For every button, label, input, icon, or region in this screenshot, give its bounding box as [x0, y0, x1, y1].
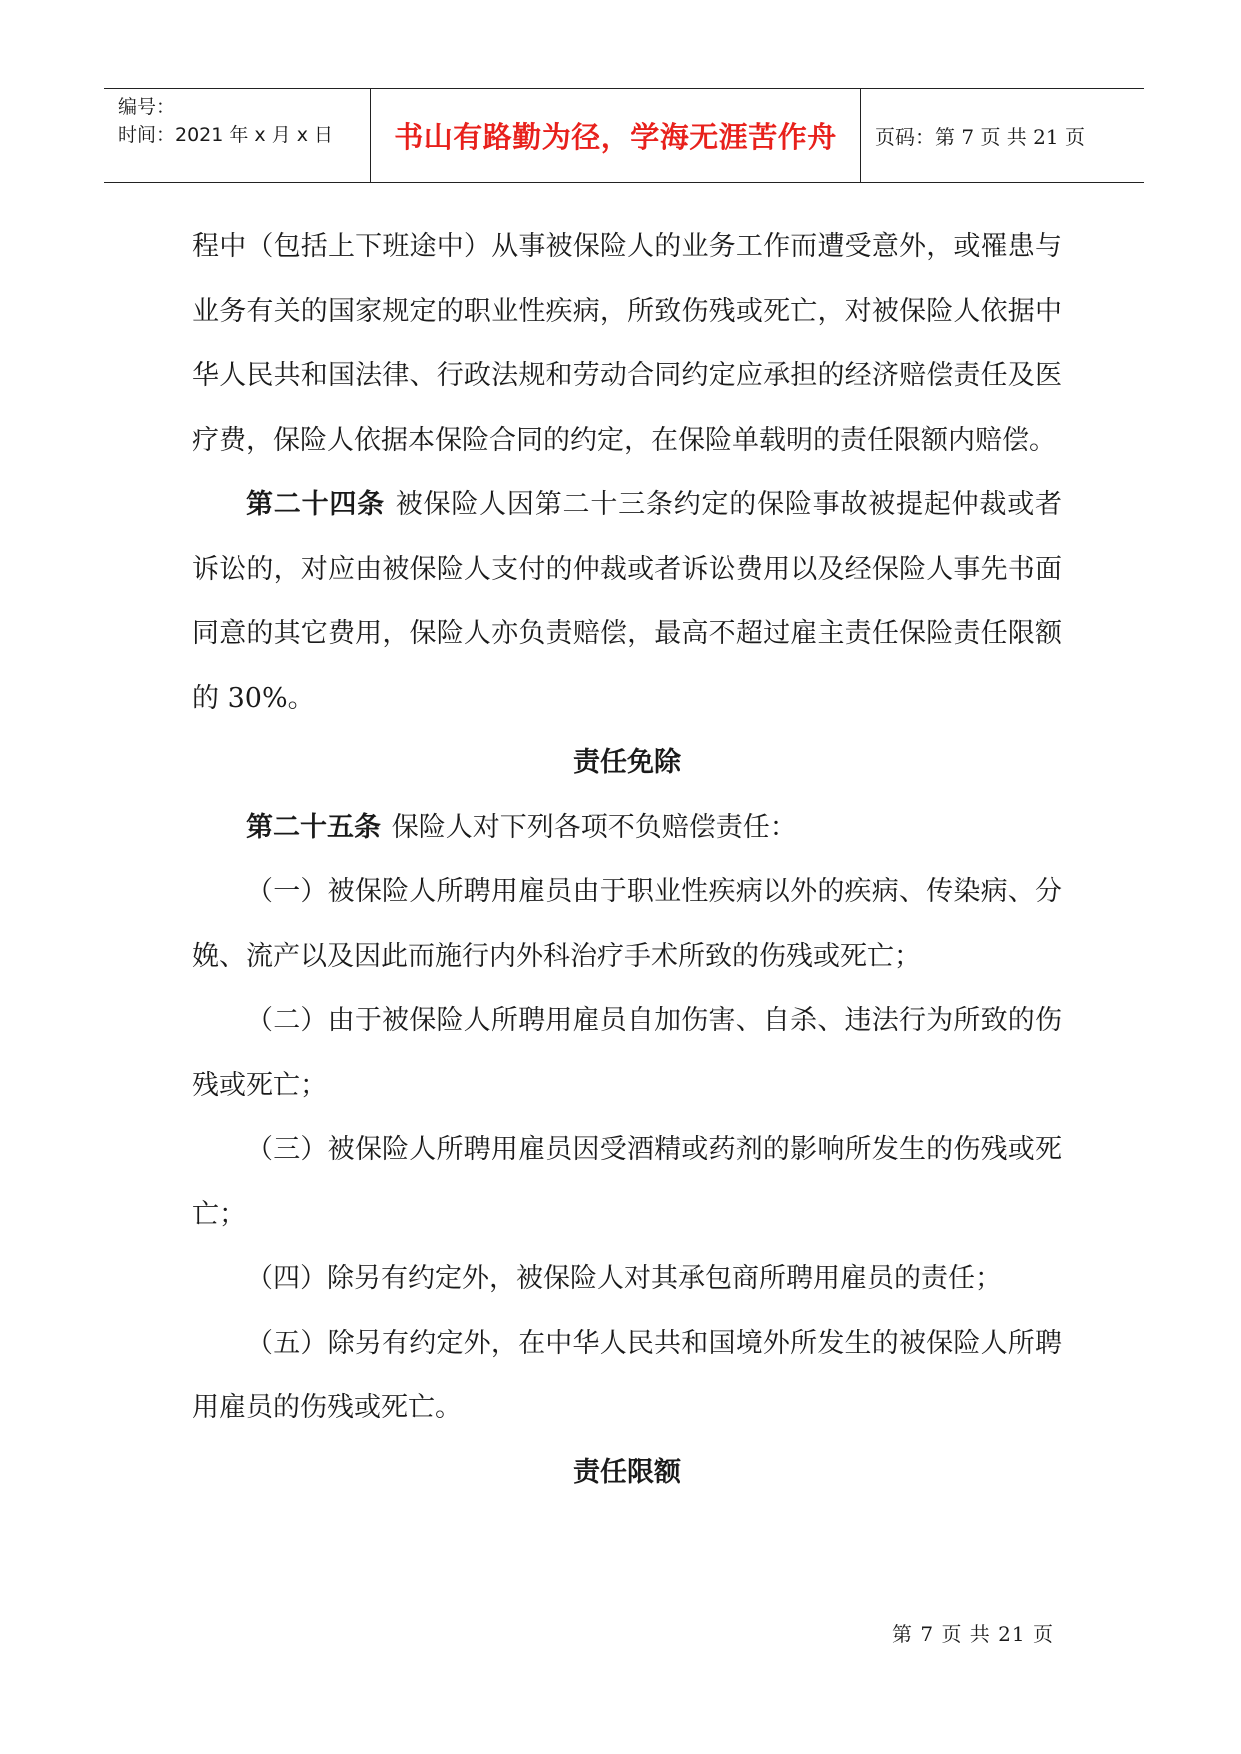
- doc-number-label: 编号：: [118, 96, 176, 118]
- article-24-title: 第二十四条: [246, 489, 385, 520]
- exclusion-item-5: （五）除另有约定外，在中华人民共和国境外所发生的被保险人所聘用雇员的伤残或死亡。: [192, 1327, 1062, 1423]
- document-body: [192, 215, 1062, 1505]
- section-heading-exclusions: 责任免除: [573, 747, 681, 778]
- exclusion-item-4: （四）除另有约定外，被保险人对其承包商所聘用雇员的责任；: [246, 1263, 1002, 1294]
- document-header: [104, 88, 1144, 183]
- exclusion-item-3: （三）被保险人所聘用雇员因受酒精或药剂的影响所发生的伤残或死亡；: [192, 1134, 1062, 1230]
- header-page-code: 页码：第 7 页 共 21 页: [875, 125, 1085, 149]
- page-footer: 第 7 页 共 21 页: [892, 1622, 1054, 1646]
- exclusion-item-1: （一）被保险人所聘用雇员由于职业性疾病以外的疾病、传染病、分娩、流产以及因此而施行内外科治疗手术所致的伤残或死亡；: [192, 876, 1062, 972]
- exclusion-item-2: （二）由于被保险人所聘用雇员自加伤害、自杀、违法行为所致的伤残或死亡；: [192, 1005, 1062, 1101]
- article-24-text: 被保险人因第二十三条约定的保险事故被提起仲裁或者诉讼的，对应由被保险人支付的仲裁或者诉讼费用以及经保险人事先书面同意的其它费用，保险人亦负责赔偿，最高不超过雇主责任保险责任限额的 30%。: [192, 489, 1063, 714]
- article-25-text: 保险人对下列各项不负赔偿责任：: [391, 811, 797, 843]
- header-motto: 书山有路勤为径，学海无涯苦作舟: [371, 89, 861, 182]
- header-meta-cell: [104, 89, 371, 182]
- section-heading-limits: 责任限额: [573, 1456, 681, 1488]
- article-25: [192, 796, 1062, 861]
- doc-date: 时间：2021 年 x 月 x 日: [118, 124, 334, 146]
- article-25-title: 第二十五条: [246, 811, 381, 843]
- article-24: [192, 473, 1062, 731]
- paragraph-continuation: 程中（包括上下班途中）从事被保险人的业务工作而遭受意外，或罹患与业务有关的国家规定的职业性疾病，所致伤残或死亡，对被保险人依据中华人民共和国法律、行政法规和劳动合同约定应承担的经济赔偿责任及医疗费，保险人依据本保险合同的约定，在保险单载明的责任限额内赔偿。: [192, 231, 1062, 456]
